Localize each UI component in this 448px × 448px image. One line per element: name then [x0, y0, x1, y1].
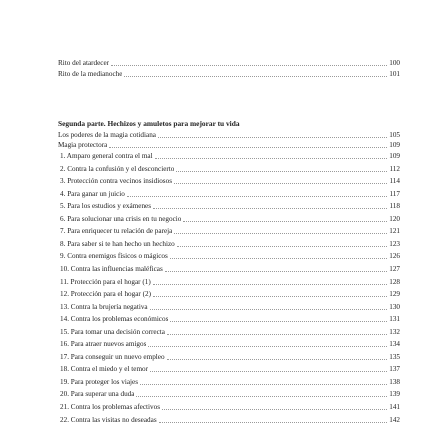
- toc-item: [60, 390, 400, 398]
- toc-item-label: 20. Para superar una duda: [60, 390, 135, 399]
- dot-leader: [159, 422, 388, 423]
- toc-entry-label: Rito del atardecer: [58, 59, 110, 67]
- toc-entry-page: 100: [389, 59, 400, 67]
- toc-item: [60, 365, 400, 373]
- dot-leader: [183, 221, 387, 222]
- toc-item-page: 141: [389, 403, 400, 411]
- toc-entry-page: 109: [389, 141, 400, 149]
- toc-item: [60, 265, 400, 273]
- toc-item-page: 121: [389, 227, 400, 236]
- toc-item-label: 4. Para ganar un juicio: [60, 189, 125, 198]
- toc-item-label: 13. Contra la brujería negativa: [60, 302, 148, 311]
- toc-item: [60, 152, 400, 160]
- toc-item: [60, 290, 400, 298]
- toc-entry: [58, 70, 400, 78]
- toc-item-page: 126: [389, 252, 400, 261]
- toc-entry: [58, 59, 400, 67]
- dot-leader: [153, 208, 387, 209]
- toc-entry-page: 105: [389, 131, 400, 139]
- toc-item-page: 109: [389, 152, 400, 160]
- toc-item-page: 117: [389, 189, 400, 198]
- toc-item-label: 9. Contra enemigos físicos o mágicos: [60, 252, 168, 261]
- toc-item-page: 134: [389, 340, 400, 349]
- toc-item-label: 19. Para proteger los viajes: [60, 377, 139, 386]
- toc-item-label: 5. Para los estudios y exámenes: [60, 202, 152, 211]
- toc-item: [60, 340, 400, 348]
- dot-leader: [150, 371, 387, 372]
- dot-leader: [153, 284, 387, 285]
- toc-item: [60, 403, 400, 411]
- toc-item-page: 130: [389, 302, 400, 311]
- toc-item-page: 129: [389, 290, 400, 299]
- toc-entry-label: Rito de la medianoche: [58, 70, 123, 78]
- toc-item: [60, 227, 400, 235]
- toc-item: [60, 315, 400, 323]
- toc-item: [60, 190, 400, 198]
- toc-item-page: 135: [389, 352, 400, 361]
- dot-leader: [174, 233, 387, 234]
- toc-entry: [58, 131, 400, 139]
- toc-item-label: 15. Para tomar una decisión correcta: [60, 327, 165, 336]
- dot-leader: [150, 309, 388, 310]
- toc-item-label: 21. Contra los problemas afectivos: [60, 403, 161, 411]
- toc-item-label: 17. Para conseguir un nuevo empleo: [60, 352, 165, 361]
- toc-item: [60, 278, 400, 286]
- toc-item-label: 11. Protección para el hogar (1): [60, 277, 151, 286]
- toc-item-label: 12. Protección para el hogar (2): [60, 290, 152, 299]
- toc-item-page: 128: [389, 277, 400, 286]
- toc-item-label: 14. Contra los problemas económicos: [60, 315, 169, 324]
- dot-leader: [158, 137, 387, 138]
- toc-item-label: 10. Contra las influencias maléficas: [60, 264, 163, 273]
- toc-item-label: 1. Amparo general contra el mal: [60, 152, 153, 160]
- toc-item-page: 123: [389, 239, 400, 248]
- toc-item: [60, 353, 400, 361]
- toc-item: [60, 416, 400, 424]
- toc-item: [60, 303, 400, 311]
- toc-entry-page: 101: [389, 70, 400, 78]
- dot-leader: [109, 147, 387, 148]
- toc-item-page: 127: [389, 264, 400, 273]
- toc-item-label: 18. Contra el miedo y el temor: [60, 365, 149, 374]
- dot-leader: [127, 196, 388, 197]
- toc-item-label: 3. Protección contra vecinos insidiosos: [60, 177, 172, 186]
- dot-leader: [170, 321, 387, 322]
- toc-item: [60, 328, 400, 336]
- dot-leader: [174, 183, 387, 184]
- toc-item-page: 114: [389, 177, 400, 186]
- dot-leader: [148, 346, 387, 347]
- dot-leader: [167, 334, 387, 335]
- toc-item-label: 8. Para saber si te han hecho un hechizo: [60, 239, 175, 248]
- toc-item-page: 132: [389, 327, 400, 336]
- dot-leader: [136, 396, 387, 397]
- toc-item-label: 2. Contra la confusión y el desconcierto: [60, 164, 175, 173]
- toc-item-page: 118: [389, 202, 400, 211]
- toc-item: [60, 202, 400, 210]
- dot-leader: [155, 158, 388, 159]
- toc-item: [60, 177, 400, 185]
- toc-item-page: 138: [389, 377, 400, 386]
- toc-item-label: 7. Para enriquecer tu relación de pareja: [60, 227, 173, 236]
- toc-item-page: 131: [389, 315, 400, 324]
- dot-leader: [165, 271, 387, 272]
- toc-item: [60, 252, 400, 260]
- dot-leader: [124, 76, 387, 77]
- toc-item-page: 142: [389, 415, 400, 424]
- toc-item: [60, 165, 400, 173]
- toc-entry-label: Magia protectora: [58, 141, 108, 149]
- dot-leader: [170, 258, 387, 259]
- toc-item-label: 22. Contra las visitas no deseadas: [60, 415, 157, 424]
- dot-leader: [176, 171, 387, 172]
- toc-item-page: 112: [389, 164, 400, 173]
- toc-item-label: 6. Para solucionar una crisis en tu negocio: [60, 214, 182, 223]
- toc-item: [60, 378, 400, 386]
- dot-leader: [162, 409, 387, 410]
- toc-entry: [58, 141, 400, 149]
- dot-leader: [111, 65, 387, 66]
- dot-leader: [140, 384, 387, 385]
- dot-leader: [153, 296, 387, 297]
- toc-item: [60, 240, 400, 248]
- toc-entry-label: Los poderes de la magia cotidiana: [58, 131, 156, 139]
- toc-item-page: 137: [389, 365, 400, 374]
- section-title: Segunda parte. Hechizos y amuletos para mejorar tu vida: [58, 120, 240, 128]
- toc-item-label: 16. Para atraer nuevos amigos: [60, 340, 147, 349]
- toc-item-page: 120: [389, 214, 400, 223]
- dot-leader: [177, 246, 387, 247]
- toc-item-page: 139: [389, 390, 400, 399]
- dot-leader: [167, 359, 388, 360]
- toc-item: [60, 215, 400, 223]
